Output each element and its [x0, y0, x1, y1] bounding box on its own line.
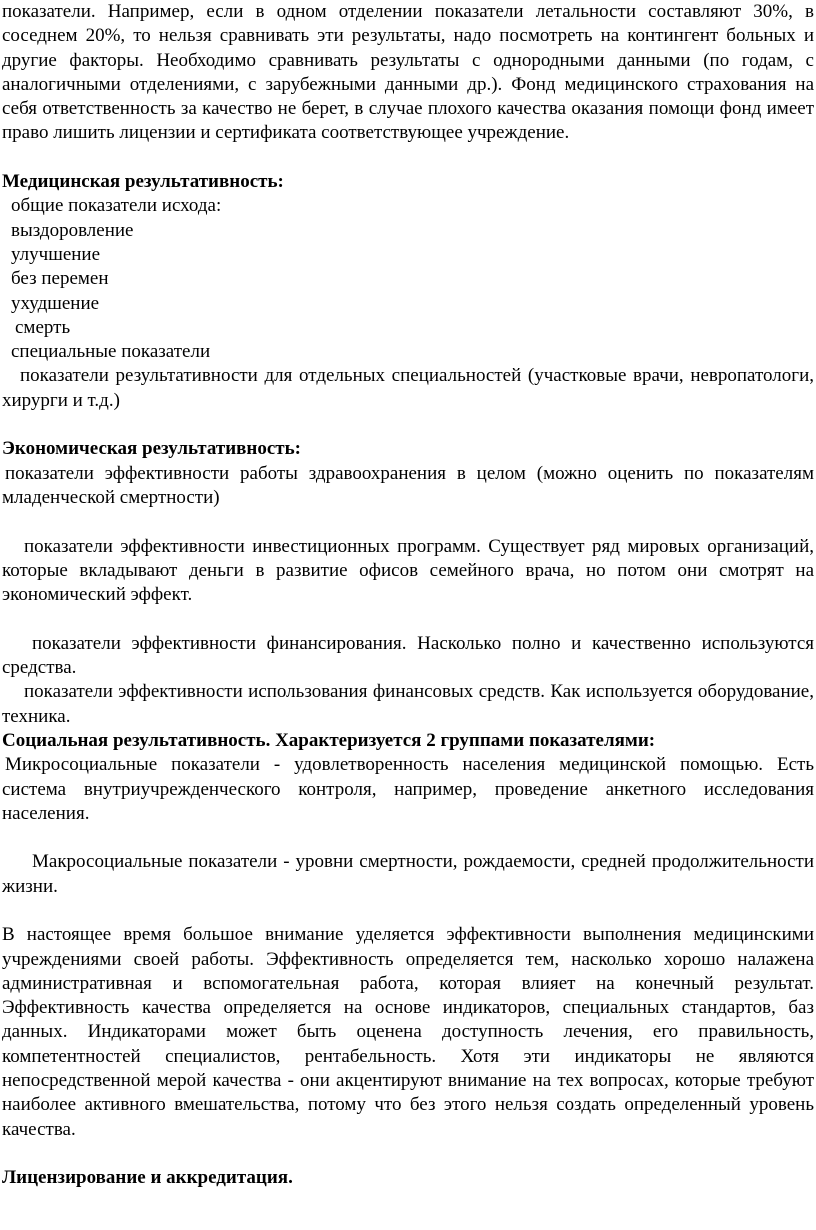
list-item: смерть [15, 316, 71, 338]
special-indicators-paragraph: показатели результативности для отдельных специальностей (участковые врачи, невропатологи, хирурги и т.д.) [2, 365, 814, 411]
spacer [2, 510, 814, 534]
list-item: без перемен [11, 268, 109, 290]
list-item: общие показатели исхода: [11, 195, 222, 217]
medical-heading: Медицинская результативность: [2, 171, 284, 193]
licensing-heading: Лицензирование и аккредитация. [2, 1167, 293, 1189]
medical-list [2, 194, 814, 364]
list-item: специальные показатели [11, 341, 211, 363]
list-item: выздоровление [11, 219, 134, 241]
spacer [2, 607, 814, 631]
spacer [2, 826, 814, 850]
list-item: улучшение [11, 243, 101, 265]
list-item: ухудшение [11, 292, 100, 314]
spacer [2, 146, 814, 170]
social-paragraph-1: Микросоциальные показатели - удовлетворенность населения медицинской помощью. Есть система внутриучрежденческого контроля, например, проведение анкетного исследования населения. [2, 754, 814, 824]
intro-paragraph: показатели. Например, если в одном отделении показатели летальности составляют 30%, в соседнем 20%, то нельзя сравнивать эти результаты, надо посмотреть на контингент больных и другие факторы. Необходимо сравнивать результаты с однородными данными (по годам, с аналогичными отделениями, с зарубежными данными др.). Фонд медицинского страхования на себя ответственность за качество не берет, в случае плохого качества оказания помощи фонд имеет право лишить лицензии и сертификата соответствующее учреждение. [2, 1, 814, 144]
economic-paragraph-4: показатели эффективности использования финансовых средств. Как используется оборудование, техника. [2, 681, 814, 727]
efficiency-paragraph: В настоящее время большое внимание уделяется эффективности выполнения медицинскими учреждениями своей работы. Эффективность определяется тем, насколько хорошо налажена административная и вспомогательная работа, которая влияет на конечный результат. Эффективность качества определяется на основе индикаторов, специальных стандартов, баз данных. Индикаторами может быть оценена доступность лечения, его правильность, компетентностей специалистов, рентабельность. Хотя эти индикаторы не являются непосредственной мерой качества - они акцентируют внимание на тех вопросах, которые требуют наиболее активного вмешательства, потому что без этого нельзя создать определенный уровень качества. [2, 924, 814, 1140]
spacer [2, 899, 814, 923]
economic-heading: Экономическая результативность: [2, 438, 302, 460]
social-heading: Социальная результативность. Характеризуется 2 группами показателями: [2, 729, 656, 751]
economic-paragraph-3: показатели эффективности финансирования. Насколько полно и качественно используются средства. [2, 632, 814, 679]
social-paragraph-2: Макросоциальные показатели - уровни смертности, рождаемости, средней продолжительности жизни. [2, 851, 814, 897]
economic-paragraph-1: показатели эффективности работы здравоохранения в целом (можно оценить по показателям младенческой смертности) [2, 462, 814, 508]
economic-paragraph-2: показатели эффективности инвестиционных программ. Существует ряд мировых организаций, которые вкладывают деньги в развитие офисов семейного врача, но потом они смотрят на экономический эффект. [2, 535, 814, 606]
spacer [2, 1142, 814, 1166]
spacer [2, 413, 814, 437]
